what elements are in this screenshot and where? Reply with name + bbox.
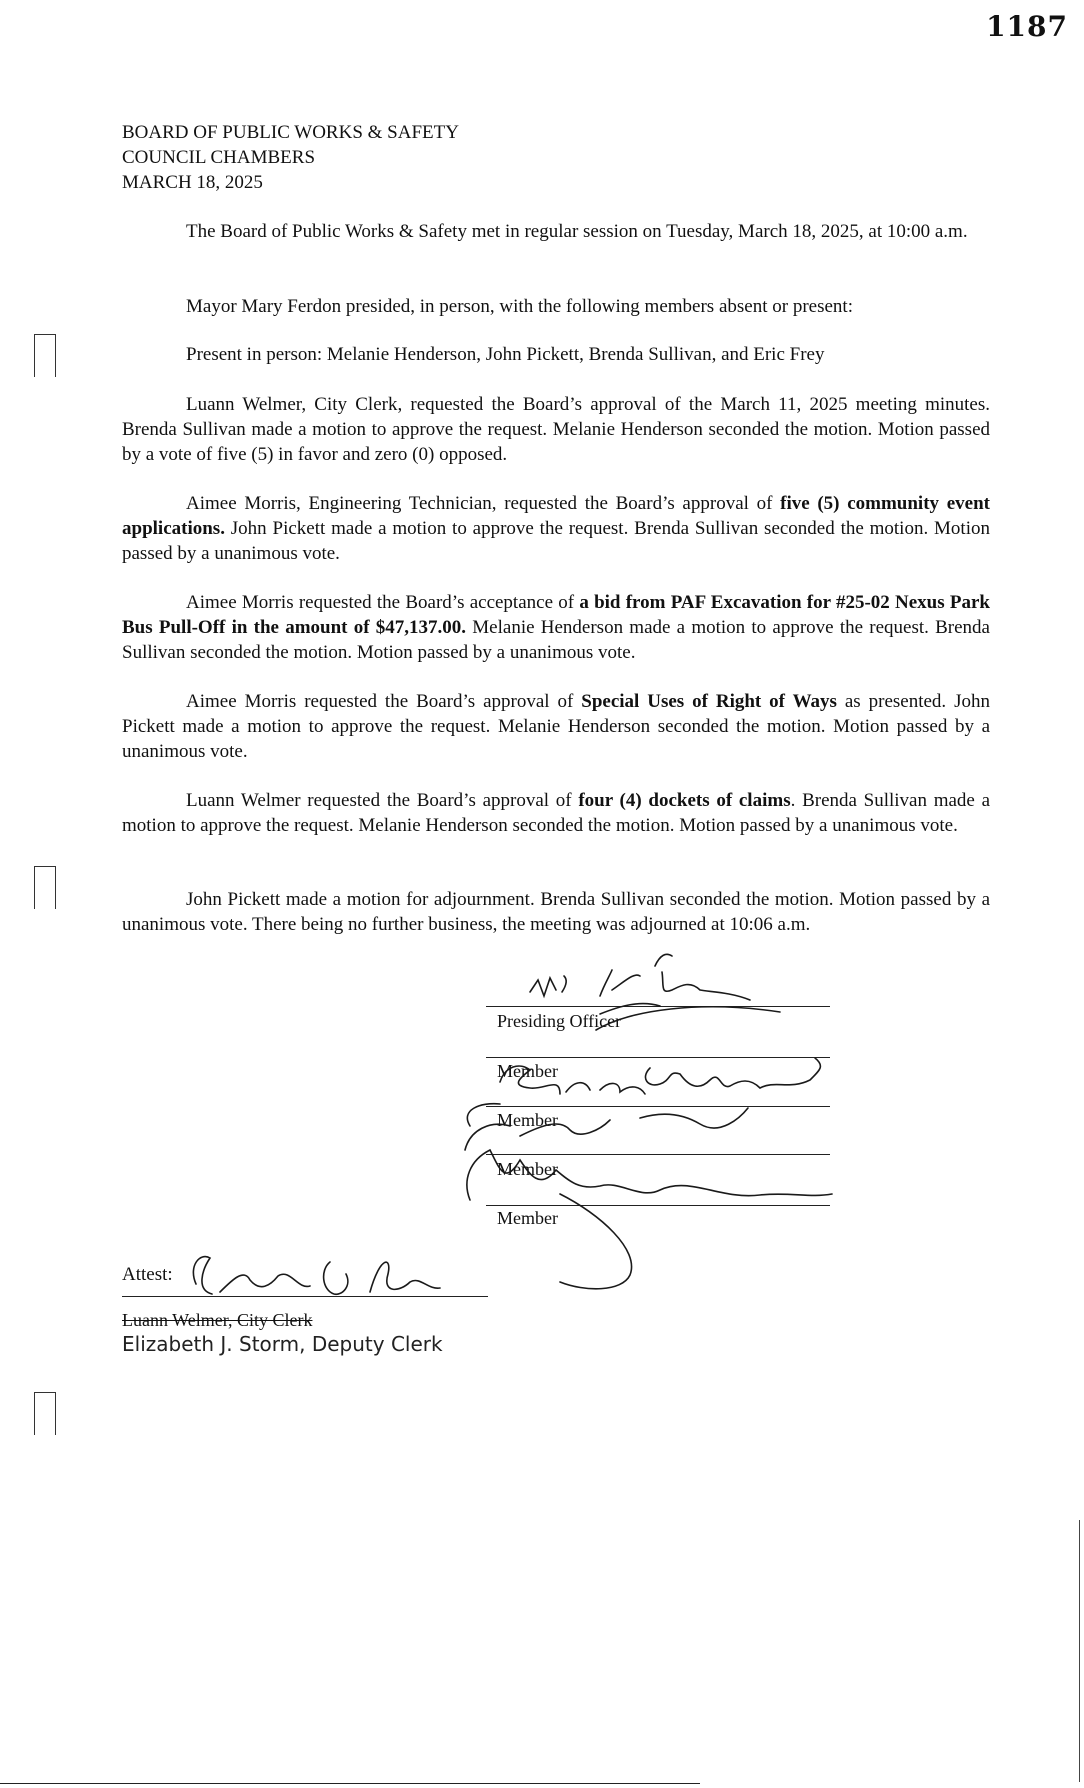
meeting-location: COUNCIL CHAMBERS [122, 147, 316, 168]
bottom-rule [0, 1783, 700, 1784]
paragraph-present: Present in person: Melanie Henderson, John Pickett, Brenda Sullivan, and Eric Frey [186, 344, 825, 365]
paragraph-session: The Board of Public Works & Safety met in regular session on Tuesday, March 18, 2025, at 10:00 a.m. [186, 221, 968, 242]
paragraph-claims: Luann Welmer requested the Board’s approval of four (4) dockets of claims. Brenda Sullivan made a motion to approve the request. Melanie Henderson seconded the motion. Motion passed by a unanimous vote. [122, 790, 990, 836]
member-label: Member [497, 1159, 558, 1179]
handwritten-deputy-clerk: Elizabeth J. Storm, Deputy Clerk [122, 1332, 443, 1356]
member-label: Member [497, 1208, 558, 1228]
presiding-officer-label: Presiding Officer [497, 1011, 622, 1031]
board-name: BOARD OF PUBLIC WORKS & SAFETY [122, 122, 459, 143]
attest-signature-line [122, 1296, 488, 1297]
attest-label: Attest: [122, 1264, 173, 1285]
page-number: 1187 [986, 10, 1068, 43]
paragraph-bid: Aimee Morris requested the Board’s acceptance of a bid from PAF Excavation for #25-02 Nexus Park Bus Pull-Off in the amount of $47,137.00. Melanie Henderson made a motion to approve the request. Brenda Sullivan seconded the motion. Motion passed by a unanimous vote. [122, 592, 990, 663]
member-label: Member [497, 1061, 558, 1081]
paragraph-adjournment: John Pickett made a motion for adjournment. Brenda Sullivan seconded the motion. Motion passed by a unanimous vote. There being no further business, the meeting was adjourned at 10:06 a.m. [122, 889, 990, 935]
member-label: Member [497, 1110, 558, 1130]
paragraph-right-of-ways: Aimee Morris requested the Board’s approval of Special Uses of Right of Ways as presented. John Pickett made a motion to approve the request. Melanie Henderson seconded the motion. Motion passed by a unanimous vote. [122, 691, 990, 762]
struck-clerk-name: Luann Welmer, City Clerk [122, 1310, 313, 1330]
paragraph-event-applications: Aimee Morris, Engineering Technician, requested the Board’s approval of five (5) community event applications. John Pickett made a motion to approve the request. Brenda Sullivan seconded the motion. Motion passed by a unanimous vote. [122, 493, 990, 564]
paragraph-minutes: Luann Welmer, City Clerk, requested the Board’s approval of the March 11, 2025 meeting minutes. Brenda Sullivan made a motion to approve the request. Melanie Henderson seconded the motion. Motion passed by a vote of five (5) in favor and zero (0) opposed. [122, 394, 990, 465]
paragraph-presided: Mayor Mary Ferdon presided, in person, with the following members absent or present: [186, 296, 853, 317]
right-edge-mark [1079, 1520, 1080, 1782]
meeting-date: MARCH 18, 2025 [122, 172, 263, 193]
